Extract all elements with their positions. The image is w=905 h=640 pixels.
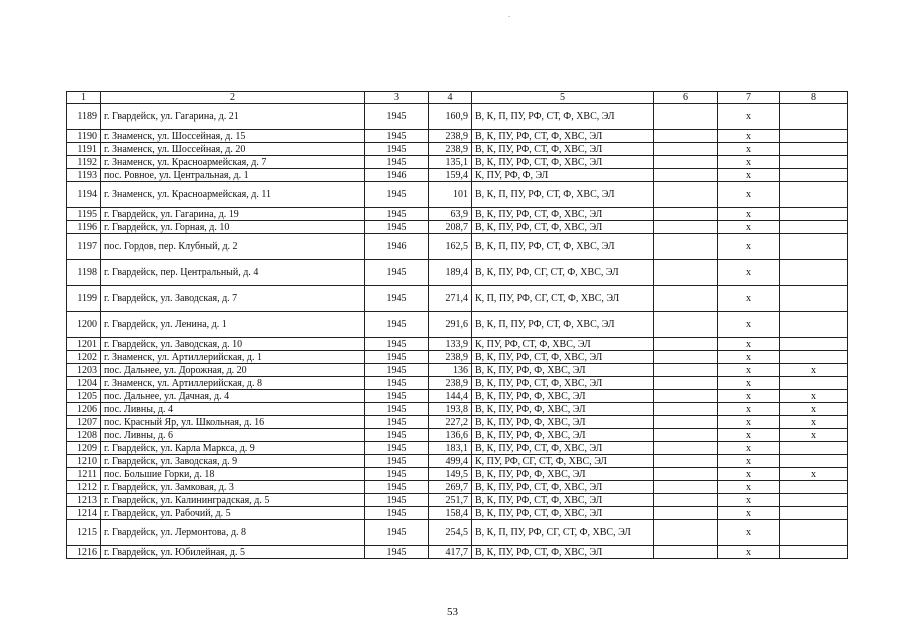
header-col-4: 4: [429, 92, 472, 104]
col6-cell: [654, 507, 718, 520]
address-cell: г. Гвардейск, ул. Замковая, д. 3: [101, 481, 365, 494]
col6-cell: [654, 208, 718, 221]
elements-cell: В, К, ПУ, РФ, СГ, СТ, Ф, ХВС, ЭЛ: [472, 260, 654, 286]
page-number: 53: [447, 606, 458, 618]
row-number: 1196: [67, 221, 101, 234]
row-number: 1210: [67, 455, 101, 468]
table-row: [67, 494, 848, 507]
year-cell: 1945: [365, 416, 429, 429]
area-cell: 238,9: [429, 143, 472, 156]
table-row: [67, 390, 848, 403]
table-row: [67, 546, 848, 559]
row-number: 1208: [67, 429, 101, 442]
year-cell: 1945: [365, 351, 429, 364]
col6-cell: [654, 377, 718, 390]
row-number: 1200: [67, 312, 101, 338]
col6-cell: [654, 169, 718, 182]
address-cell: г. Гвардейск, ул. Лермонтова, д. 8: [101, 520, 365, 546]
col6-cell: [654, 351, 718, 364]
col6-cell: [654, 312, 718, 338]
col8-mark-cell: [780, 312, 848, 338]
elements-cell: В, К, ПУ, РФ, СТ, Ф, ХВС, ЭЛ: [472, 221, 654, 234]
row-number: 1209: [67, 442, 101, 455]
area-cell: 144,4: [429, 390, 472, 403]
table-row: [67, 520, 848, 546]
address-cell: г. Гвардейск, ул. Заводская, д. 7: [101, 286, 365, 312]
col7-mark-cell: x: [718, 130, 780, 143]
area-cell: 238,9: [429, 351, 472, 364]
elements-cell: К, П, ПУ, РФ, СГ, СТ, Ф, ХВС, ЭЛ: [472, 286, 654, 312]
col8-mark-cell: x: [780, 416, 848, 429]
table-row: [67, 182, 848, 208]
year-cell: 1945: [365, 520, 429, 546]
table-row: [67, 338, 848, 351]
row-number: 1206: [67, 403, 101, 416]
row-number: 1205: [67, 390, 101, 403]
col7-mark-cell: x: [718, 351, 780, 364]
col8-mark-cell: [780, 455, 848, 468]
address-cell: пос. Дальнее, ул. Дачная, д. 4: [101, 390, 365, 403]
address-cell: г. Знаменск, ул. Красноармейская, д. 7: [101, 156, 365, 169]
elements-cell: К, ПУ, РФ, СТ, Ф, ХВС, ЭЛ: [472, 338, 654, 351]
col6-cell: [654, 130, 718, 143]
area-cell: 251,7: [429, 494, 472, 507]
table-row: [67, 351, 848, 364]
header-col-2: 2: [101, 92, 365, 104]
col6-cell: [654, 156, 718, 169]
table-row: [67, 507, 848, 520]
area-cell: 135,1: [429, 156, 472, 169]
col6-cell: [654, 182, 718, 208]
table-row: [67, 286, 848, 312]
elements-cell: В, К, ПУ, РФ, СТ, Ф, ХВС, ЭЛ: [472, 494, 654, 507]
col7-mark-cell: x: [718, 429, 780, 442]
row-number: 1214: [67, 507, 101, 520]
col8-mark-cell: [780, 520, 848, 546]
col7-mark-cell: x: [718, 468, 780, 481]
col7-mark-cell: x: [718, 338, 780, 351]
col7-mark-cell: x: [718, 390, 780, 403]
year-cell: 1946: [365, 234, 429, 260]
elements-cell: В, К, ПУ, РФ, СТ, Ф, ХВС, ЭЛ: [472, 130, 654, 143]
elements-cell: В, К, ПУ, РФ, Ф, ХВС, ЭЛ: [472, 390, 654, 403]
row-number: 1204: [67, 377, 101, 390]
table-row: [67, 403, 848, 416]
col8-mark-cell: x: [780, 403, 848, 416]
row-number: 1195: [67, 208, 101, 221]
area-cell: 193,8: [429, 403, 472, 416]
year-cell: 1945: [365, 403, 429, 416]
year-cell: 1945: [365, 221, 429, 234]
year-cell: 1945: [365, 338, 429, 351]
col7-mark-cell: x: [718, 455, 780, 468]
address-cell: пос. Большие Горки, д. 18: [101, 468, 365, 481]
col8-mark-cell: x: [780, 429, 848, 442]
table-row: [67, 156, 848, 169]
elements-cell: В, К, ПУ, РФ, Ф, ХВС, ЭЛ: [472, 403, 654, 416]
year-cell: 1945: [365, 442, 429, 455]
header-col-1: 1: [67, 92, 101, 104]
col7-mark-cell: x: [718, 234, 780, 260]
col7-mark-cell: x: [718, 104, 780, 130]
row-number: 1194: [67, 182, 101, 208]
table-row: [67, 455, 848, 468]
table-row: [67, 130, 848, 143]
col7-mark-cell: x: [718, 507, 780, 520]
address-cell: пос. Ливны, д. 6: [101, 429, 365, 442]
elements-cell: В, К, ПУ, РФ, СТ, Ф, ХВС, ЭЛ: [472, 143, 654, 156]
row-number: 1191: [67, 143, 101, 156]
address-cell: г. Гвардейск, ул. Рабочий, д. 5: [101, 507, 365, 520]
table-row: [67, 169, 848, 182]
col8-mark-cell: [780, 182, 848, 208]
year-cell: 1945: [365, 260, 429, 286]
row-number: 1189: [67, 104, 101, 130]
address-cell: г. Гвардейск, ул. Гагарина, д. 19: [101, 208, 365, 221]
address-cell: г. Гвардейск, ул. Заводская, д. 10: [101, 338, 365, 351]
address-cell: г. Знаменск, ул. Артиллерийская, д. 8: [101, 377, 365, 390]
col7-mark-cell: x: [718, 182, 780, 208]
year-cell: 1945: [365, 286, 429, 312]
col8-mark-cell: [780, 286, 848, 312]
area-cell: 149,5: [429, 468, 472, 481]
table-row: [67, 468, 848, 481]
col8-mark-cell: [780, 494, 848, 507]
year-cell: 1945: [365, 455, 429, 468]
year-cell: 1945: [365, 377, 429, 390]
row-number: 1207: [67, 416, 101, 429]
address-cell: г. Гвардейск, ул. Юбилейная, д. 5: [101, 546, 365, 559]
col6-cell: [654, 429, 718, 442]
col8-mark-cell: x: [780, 390, 848, 403]
elements-cell: В, К, ПУ, РФ, СТ, Ф, ХВС, ЭЛ: [472, 546, 654, 559]
area-cell: 189,4: [429, 260, 472, 286]
col7-mark-cell: x: [718, 169, 780, 182]
elements-cell: В, К, ПУ, РФ, СТ, Ф, ХВС, ЭЛ: [472, 377, 654, 390]
address-cell: г. Гвардейск, ул. Заводская, д. 9: [101, 455, 365, 468]
col7-mark-cell: x: [718, 546, 780, 559]
col7-mark-cell: x: [718, 156, 780, 169]
col6-cell: [654, 338, 718, 351]
col7-mark-cell: x: [718, 221, 780, 234]
area-cell: 63,9: [429, 208, 472, 221]
address-cell: г. Знаменск, ул. Шоссейная, д. 15: [101, 130, 365, 143]
year-cell: 1945: [365, 481, 429, 494]
col7-mark-cell: x: [718, 364, 780, 377]
year-cell: 1945: [365, 429, 429, 442]
area-cell: 238,9: [429, 130, 472, 143]
address-cell: пос. Ливны, д. 4: [101, 403, 365, 416]
elements-cell: В, К, ПУ, РФ, Ф, ХВС, ЭЛ: [472, 429, 654, 442]
col6-cell: [654, 494, 718, 507]
row-number: 1216: [67, 546, 101, 559]
elements-cell: В, К, ПУ, РФ, Ф, ХВС, ЭЛ: [472, 468, 654, 481]
area-cell: 162,5: [429, 234, 472, 260]
elements-cell: В, К, П, ПУ, РФ, СТ, Ф, ХВС, ЭЛ: [472, 182, 654, 208]
col7-mark-cell: x: [718, 143, 780, 156]
elements-cell: В, К, П, ПУ, РФ, СГ, СТ, Ф, ХВС, ЭЛ: [472, 520, 654, 546]
area-cell: 271,4: [429, 286, 472, 312]
year-cell: 1945: [365, 208, 429, 221]
address-cell: г. Гвардейск, ул. Гагарина, д. 21: [101, 104, 365, 130]
col6-cell: [654, 481, 718, 494]
address-cell: пос. Красный Яр, ул. Школьная, д. 16: [101, 416, 365, 429]
row-number: 1213: [67, 494, 101, 507]
header-col-3: 3: [365, 92, 429, 104]
col8-mark-cell: [780, 143, 848, 156]
address-cell: г. Знаменск, ул. Артиллерийская, д. 1: [101, 351, 365, 364]
col6-cell: [654, 286, 718, 312]
table-row: [67, 208, 848, 221]
col7-mark-cell: x: [718, 208, 780, 221]
address-cell: пос. Дальнее, ул. Дорожная, д. 20: [101, 364, 365, 377]
row-number: 1202: [67, 351, 101, 364]
col6-cell: [654, 455, 718, 468]
row-number: 1190: [67, 130, 101, 143]
area-cell: 158,4: [429, 507, 472, 520]
table-row: [67, 312, 848, 338]
col8-mark-cell: [780, 351, 848, 364]
elements-cell: В, К, ПУ, РФ, СТ, Ф, ХВС, ЭЛ: [472, 156, 654, 169]
elements-cell: В, К, ПУ, РФ, СТ, Ф, ХВС, ЭЛ: [472, 442, 654, 455]
col8-mark-cell: [780, 481, 848, 494]
col6-cell: [654, 416, 718, 429]
table-row: [67, 221, 848, 234]
col8-mark-cell: x: [780, 364, 848, 377]
area-cell: 159,4: [429, 169, 472, 182]
col8-mark-cell: [780, 377, 848, 390]
address-cell: пос. Гордов, пер. Клубный, д. 2: [101, 234, 365, 260]
elements-cell: К, ПУ, РФ, СГ, СТ, Ф, ХВС, ЭЛ: [472, 455, 654, 468]
col7-mark-cell: x: [718, 520, 780, 546]
year-cell: 1945: [365, 507, 429, 520]
table-row: [67, 481, 848, 494]
row-number: 1215: [67, 520, 101, 546]
col8-mark-cell: [780, 546, 848, 559]
col6-cell: [654, 546, 718, 559]
col6-cell: [654, 442, 718, 455]
col7-mark-cell: x: [718, 286, 780, 312]
row-number: 1193: [67, 169, 101, 182]
area-cell: 160,9: [429, 104, 472, 130]
col6-cell: [654, 364, 718, 377]
elements-cell: К, ПУ, РФ, Ф, ЭЛ: [472, 169, 654, 182]
housing-register-table: [66, 91, 848, 559]
area-cell: 499,4: [429, 455, 472, 468]
year-cell: 1945: [365, 546, 429, 559]
elements-cell: В, К, П, ПУ, РФ, СТ, Ф, ХВС, ЭЛ: [472, 104, 654, 130]
col7-mark-cell: x: [718, 494, 780, 507]
row-number: 1203: [67, 364, 101, 377]
table-row: [67, 234, 848, 260]
table-row: [67, 143, 848, 156]
table-row: [67, 442, 848, 455]
year-cell: 1945: [365, 156, 429, 169]
col6-cell: [654, 468, 718, 481]
area-cell: 208,7: [429, 221, 472, 234]
elements-cell: В, К, ПУ, РФ, СТ, Ф, ХВС, ЭЛ: [472, 507, 654, 520]
col6-cell: [654, 104, 718, 130]
col6-cell: [654, 143, 718, 156]
address-cell: г. Гвардейск, ул. Карла Маркса, д. 9: [101, 442, 365, 455]
area-cell: 133,9: [429, 338, 472, 351]
col8-mark-cell: [780, 234, 848, 260]
address-cell: г. Гвардейск, ул. Калининградская, д. 5: [101, 494, 365, 507]
col7-mark-cell: x: [718, 481, 780, 494]
col6-cell: [654, 234, 718, 260]
col6-cell: [654, 390, 718, 403]
elements-cell: В, К, ПУ, РФ, СТ, Ф, ХВС, ЭЛ: [472, 481, 654, 494]
address-cell: г. Гвардейск, пер. Центральный, д. 4: [101, 260, 365, 286]
area-cell: 183,1: [429, 442, 472, 455]
area-cell: 136: [429, 364, 472, 377]
year-cell: 1945: [365, 364, 429, 377]
area-cell: 269,7: [429, 481, 472, 494]
col8-mark-cell: [780, 208, 848, 221]
col8-mark-cell: [780, 260, 848, 286]
table-row: [67, 429, 848, 442]
table-row: [67, 260, 848, 286]
col8-mark-cell: x: [780, 468, 848, 481]
address-cell: г. Гвардейск, ул. Горная, д. 10: [101, 221, 365, 234]
year-cell: 1945: [365, 468, 429, 481]
scan-mark: .: [508, 10, 510, 19]
col6-cell: [654, 260, 718, 286]
col7-mark-cell: x: [718, 403, 780, 416]
elements-cell: В, К, П, ПУ, РФ, СТ, Ф, ХВС, ЭЛ: [472, 234, 654, 260]
col7-mark-cell: x: [718, 260, 780, 286]
address-cell: г. Гвардейск, ул. Ленина, д. 1: [101, 312, 365, 338]
col8-mark-cell: [780, 507, 848, 520]
col8-mark-cell: [780, 169, 848, 182]
elements-cell: В, К, ПУ, РФ, Ф, ХВС, ЭЛ: [472, 416, 654, 429]
header-col-8: 8: [780, 92, 848, 104]
elements-cell: В, К, ПУ, РФ, СТ, Ф, ХВС, ЭЛ: [472, 208, 654, 221]
table-row: [67, 377, 848, 390]
table-row: [67, 416, 848, 429]
area-cell: 417,7: [429, 546, 472, 559]
col6-cell: [654, 221, 718, 234]
table-row: [67, 364, 848, 377]
col6-cell: [654, 403, 718, 416]
elements-cell: В, К, П, ПУ, РФ, СТ, Ф, ХВС, ЭЛ: [472, 312, 654, 338]
table-row: [67, 104, 848, 130]
row-number: 1192: [67, 156, 101, 169]
row-number: 1212: [67, 481, 101, 494]
col6-cell: [654, 520, 718, 546]
elements-cell: В, К, ПУ, РФ, Ф, ХВС, ЭЛ: [472, 364, 654, 377]
year-cell: 1945: [365, 130, 429, 143]
row-number: 1201: [67, 338, 101, 351]
year-cell: 1945: [365, 390, 429, 403]
year-cell: 1945: [365, 494, 429, 507]
year-cell: 1945: [365, 312, 429, 338]
row-number: 1211: [67, 468, 101, 481]
address-cell: г. Знаменск, ул. Шоссейная, д. 20: [101, 143, 365, 156]
col8-mark-cell: [780, 442, 848, 455]
address-cell: пос. Ровное, ул. Центральная, д. 1: [101, 169, 365, 182]
col7-mark-cell: x: [718, 312, 780, 338]
header-col-7: 7: [718, 92, 780, 104]
col7-mark-cell: x: [718, 377, 780, 390]
col8-mark-cell: [780, 221, 848, 234]
area-cell: 238,9: [429, 377, 472, 390]
row-number: 1199: [67, 286, 101, 312]
row-number: 1198: [67, 260, 101, 286]
col8-mark-cell: [780, 130, 848, 143]
year-cell: 1946: [365, 169, 429, 182]
area-cell: 291,6: [429, 312, 472, 338]
address-cell: г. Знаменск, ул. Красноармейская, д. 11: [101, 182, 365, 208]
year-cell: 1945: [365, 104, 429, 130]
area-cell: 136,6: [429, 429, 472, 442]
area-cell: 101: [429, 182, 472, 208]
col8-mark-cell: [780, 156, 848, 169]
col7-mark-cell: x: [718, 442, 780, 455]
header-row: [67, 92, 848, 104]
col8-mark-cell: [780, 338, 848, 351]
header-col-5: 5: [472, 92, 654, 104]
header-col-6: 6: [654, 92, 718, 104]
area-cell: 227,2: [429, 416, 472, 429]
elements-cell: В, К, ПУ, РФ, СТ, Ф, ХВС, ЭЛ: [472, 351, 654, 364]
col8-mark-cell: [780, 104, 848, 130]
year-cell: 1945: [365, 143, 429, 156]
year-cell: 1945: [365, 182, 429, 208]
row-number: 1197: [67, 234, 101, 260]
col7-mark-cell: x: [718, 416, 780, 429]
area-cell: 254,5: [429, 520, 472, 546]
